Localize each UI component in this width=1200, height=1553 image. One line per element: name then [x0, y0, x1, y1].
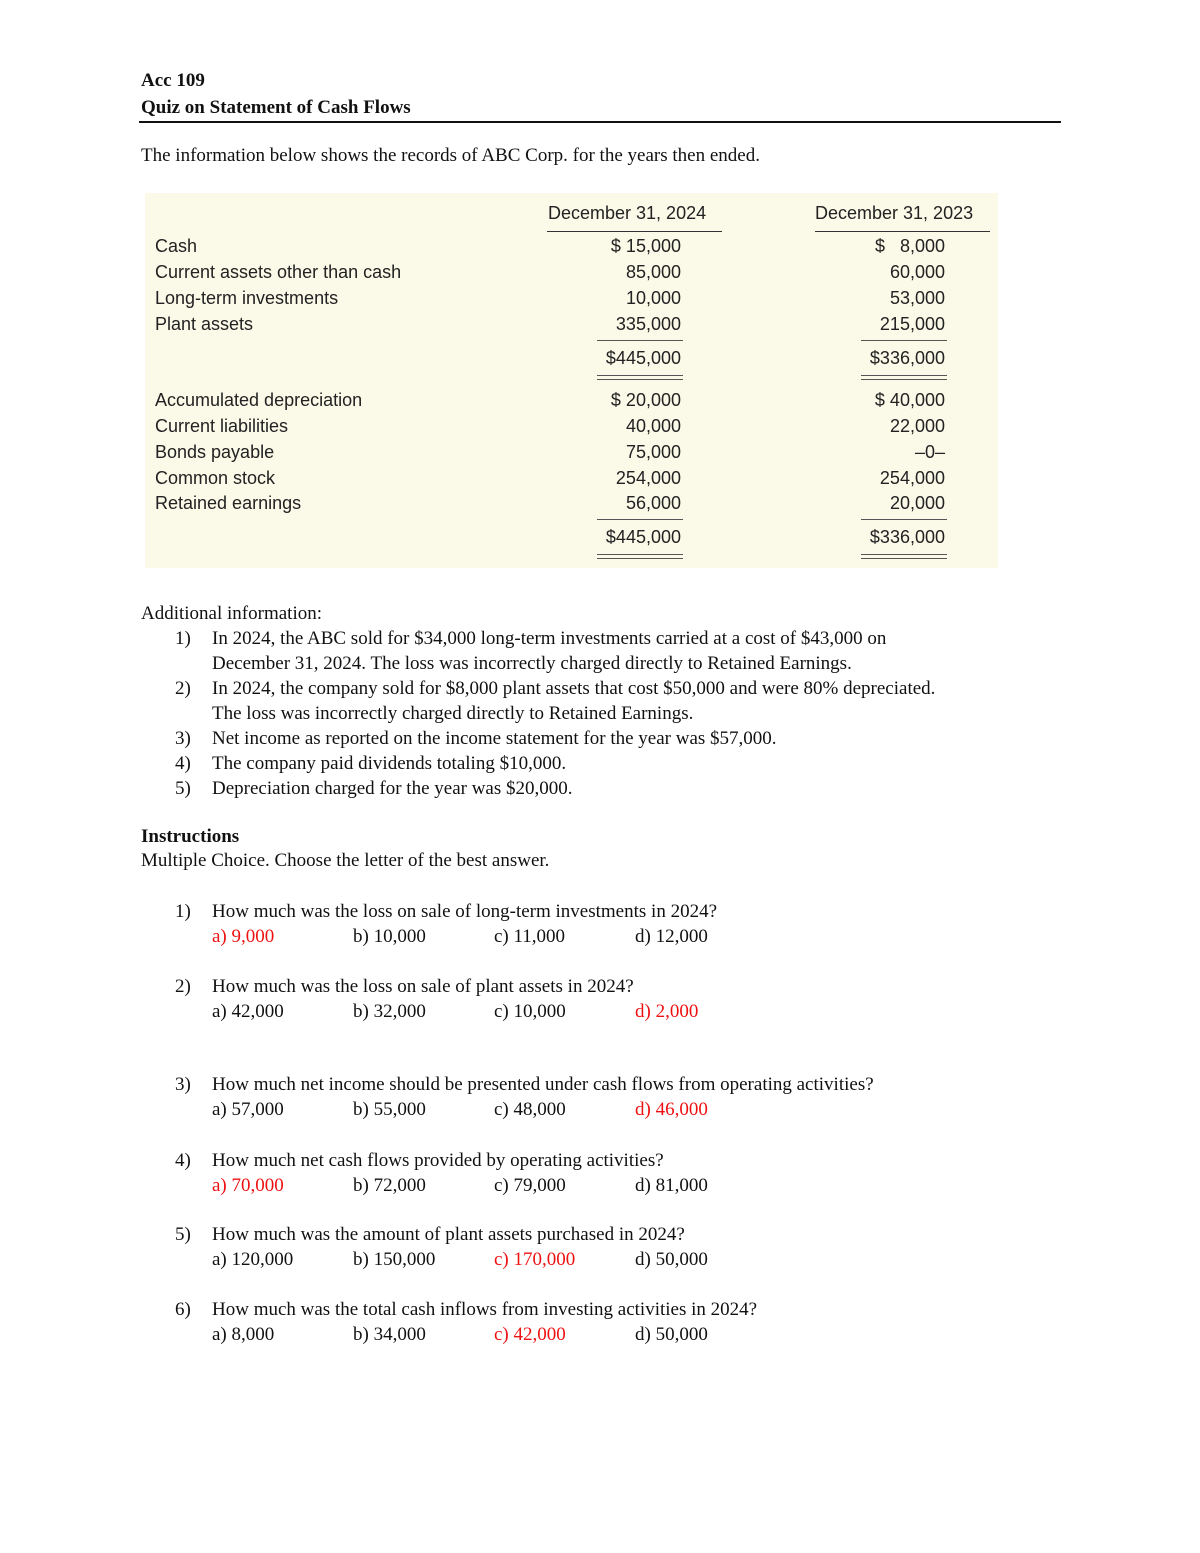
additional-info-item	[141, 726, 935, 751]
answer-option-d: d) 50,000	[635, 1249, 708, 1270]
answer-option-c: c) 42,000	[494, 1324, 566, 1345]
value-2024: 254,000	[615, 468, 681, 488]
value-2024: 40,000	[625, 416, 681, 436]
value-2023: 20,000	[889, 493, 945, 513]
answer-option-a: a) 57,000	[212, 1099, 284, 1120]
question-number: 5)	[175, 1224, 191, 1245]
answer-option-a: a) 8,000	[212, 1324, 275, 1345]
question	[141, 1074, 1041, 1124]
value-2024: 10,000	[625, 288, 681, 308]
value-2024: 75,000	[625, 442, 681, 462]
answer-option-a: a) 120,000	[212, 1249, 294, 1270]
question-text: How much was the total cash inflows from investing activities in 2024?	[212, 1299, 758, 1320]
question-text: How much was the loss on sale of plant assets in 2024?	[212, 976, 634, 997]
additional-info-heading: Additional information:	[141, 603, 323, 624]
question	[141, 1150, 1041, 1200]
answer-option-a: a) 42,000	[212, 1001, 284, 1022]
item-text-line: The company paid dividends totaling $10,000.	[212, 753, 567, 774]
answer-option-c: c) 48,000	[494, 1099, 566, 1120]
answer-option-d: d) 50,000	[635, 1324, 708, 1345]
title-divider	[139, 121, 1061, 123]
instructions-text: Multiple Choice. Choose the letter of the best answer.	[141, 850, 550, 871]
answer-option-b: b) 150,000	[353, 1249, 436, 1270]
answer-option-a: a) 9,000	[212, 926, 275, 947]
liabilities-total-2023: $336,000	[869, 527, 945, 547]
total-double-rule	[861, 375, 947, 376]
row-label: Common stock	[155, 468, 276, 488]
assets-total-2023: $336,000	[869, 348, 945, 368]
assets-total-2024: $445,000	[605, 348, 681, 368]
total-double-rule	[861, 379, 947, 380]
question-text: How much net cash flows provided by operating activities?	[212, 1150, 664, 1171]
additional-info-item	[141, 626, 935, 676]
total-double-rule	[597, 558, 683, 559]
answer-option-c: c) 79,000	[494, 1175, 566, 1196]
balance-sheet-table	[145, 193, 998, 568]
intro-text: The information below shows the records of ABC Corp. for the years then ended.	[141, 145, 760, 166]
answer-option-d: d) 81,000	[635, 1175, 708, 1196]
additional-info-item	[141, 751, 935, 776]
row-label: Retained earnings	[155, 493, 302, 513]
question-number: 3)	[175, 1074, 191, 1095]
item-text-line: December 31, 2024. The loss was incorrectly charged directly to Retained Earnings.	[212, 653, 852, 674]
value-2024: $ 15,000	[610, 236, 681, 256]
answer-option-c: c) 11,000	[494, 926, 566, 947]
row-label: Current assets other than cash	[155, 262, 402, 282]
value-2024: 85,000	[625, 262, 681, 282]
question-number: 2)	[175, 976, 191, 997]
row-label: Accumulated depreciation	[155, 390, 363, 410]
total-double-rule	[597, 554, 683, 555]
answer-option-b: b) 72,000	[353, 1175, 426, 1196]
row-label: Bonds payable	[155, 442, 275, 462]
value-2023: 60,000	[889, 262, 945, 282]
answer-option-c: c) 10,000	[494, 1001, 566, 1022]
subtotal-rule	[597, 340, 683, 341]
item-number: 4)	[175, 753, 191, 774]
row-label: Plant assets	[155, 314, 254, 334]
additional-info-list	[141, 626, 935, 801]
item-number: 3)	[175, 728, 191, 749]
answer-option-d: d) 46,000	[635, 1099, 708, 1120]
value-2024: 56,000	[625, 493, 681, 513]
question-text: How much was the amount of plant assets purchased in 2024?	[212, 1224, 685, 1245]
total-double-rule	[861, 558, 947, 559]
answer-option-b: b) 34,000	[353, 1324, 426, 1345]
value-2024: 335,000	[615, 314, 681, 334]
value-2023: 254,000	[879, 468, 945, 488]
subtotal-rule	[861, 519, 947, 520]
item-number: 5)	[175, 778, 191, 799]
question-number: 4)	[175, 1150, 191, 1171]
answer-option-b: b) 55,000	[353, 1099, 426, 1120]
subtotal-rule	[861, 340, 947, 341]
liabilities-total-2024: $445,000	[605, 527, 681, 547]
item-text-line: In 2024, the company sold for $8,000 plant assets that cost $50,000 and were 80% depreciated.	[212, 678, 936, 699]
question-text: How much was the loss on sale of long-term investments in 2024?	[212, 901, 718, 922]
value-2023: 53,000	[889, 288, 945, 308]
answer-option-d: d) 2,000	[635, 1001, 699, 1022]
question	[141, 1299, 1041, 1349]
total-double-rule	[597, 379, 683, 380]
value-2023: –0–	[914, 442, 945, 462]
row-label: Cash	[155, 236, 198, 256]
item-text-line: In 2024, the ABC sold for $34,000 long-term investments carried at a cost of $43,000 on	[212, 628, 887, 649]
item-text-line: Depreciation charged for the year was $20,000.	[212, 778, 573, 799]
column-header-underline	[547, 231, 722, 232]
question-number: 6)	[175, 1299, 191, 1320]
item-number: 2)	[175, 678, 191, 699]
additional-info-item	[141, 776, 935, 801]
value-2023: 215,000	[879, 314, 945, 334]
total-double-rule	[597, 375, 683, 376]
question	[141, 901, 1041, 951]
value-2023: $ 8,000	[874, 236, 945, 256]
quiz-title: Quiz on Statement of Cash Flows	[141, 97, 411, 118]
value-2023: $ 40,000	[874, 390, 945, 410]
item-text-line: Net income as reported on the income statement for the year was $57,000.	[212, 728, 777, 749]
column-header-2024: December 31, 2024	[548, 203, 707, 223]
answer-option-b: b) 32,000	[353, 1001, 426, 1022]
item-number: 1)	[175, 628, 191, 649]
additional-info-item	[141, 676, 935, 726]
instructions-heading: Instructions	[141, 826, 240, 847]
question-number: 1)	[175, 901, 191, 922]
row-label: Long-term investments	[155, 288, 339, 308]
subtotal-rule	[597, 519, 683, 520]
question-text: How much net income should be presented under cash flows from operating activities?	[212, 1074, 874, 1095]
answer-option-a: a) 70,000	[212, 1175, 284, 1196]
question	[141, 976, 1041, 1026]
total-double-rule	[861, 554, 947, 555]
answer-option-b: b) 10,000	[353, 926, 426, 947]
item-text-line: The loss was incorrectly charged directly to Retained Earnings.	[212, 703, 694, 724]
column-header-underline	[815, 231, 990, 232]
row-label: Current liabilities	[155, 416, 289, 436]
answer-option-c: c) 170,000	[494, 1249, 576, 1270]
value-2024: $ 20,000	[610, 390, 681, 410]
question	[141, 1224, 1041, 1274]
value-2023: 22,000	[889, 416, 945, 436]
course-code: Acc 109	[141, 70, 205, 91]
column-header-2023: December 31, 2023	[815, 203, 974, 223]
answer-option-d: d) 12,000	[635, 926, 708, 947]
